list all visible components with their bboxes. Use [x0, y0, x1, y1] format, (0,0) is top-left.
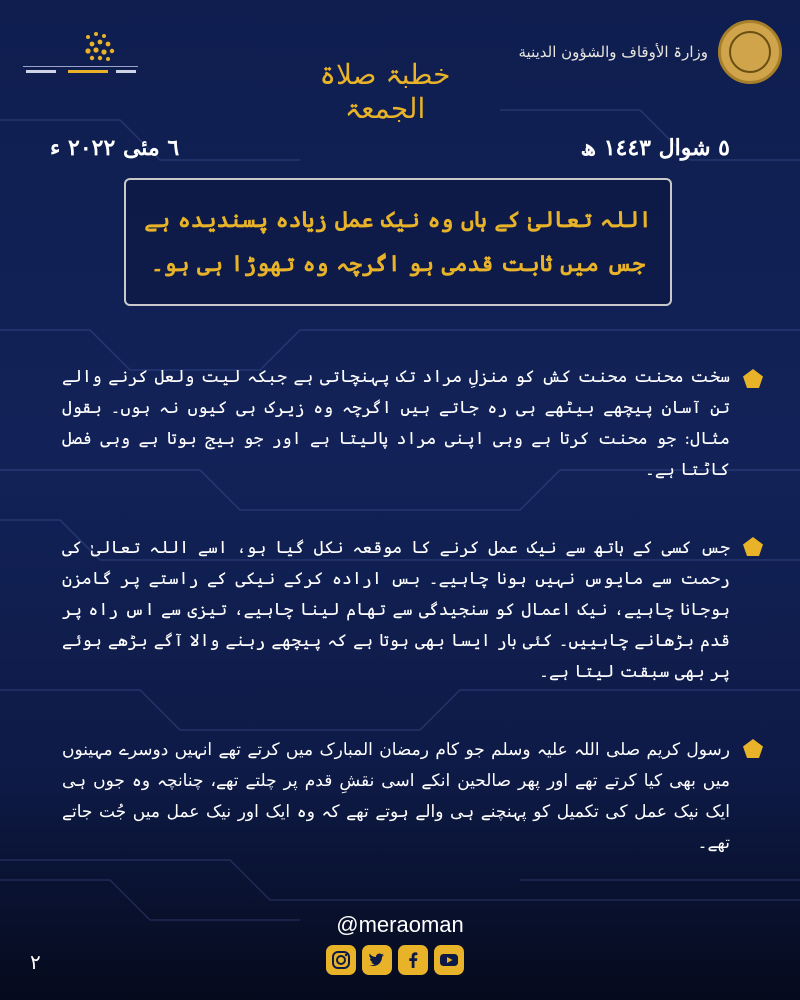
paragraph-2: جس کسی کے ہاتھ سے نیک عمل کرنے کا موقعہ نکل گیا ہو، اسے اللہ تعالیٰ کی رحمت سے مایوس نہیں ہونا چاہیے۔ بس ارادہ کرکے نیکی کے راستے پر گامزن ہوجانا چاہیے، نیک اعمال کو سنجیدگی سے تھام لینا چاہیے، تیزی سے اس راہ پر قدم بڑھانے چاہییں۔ کئی بار ایسا بھی ہوتا ہے کہ پیچھے رہنے والا آگے بڑھے ہوئے پر بھی سبقت لیتا ہے۔: [62, 538, 730, 682]
instagram-icon[interactable]: [326, 945, 356, 975]
youtube-icon[interactable]: [434, 945, 464, 975]
ministry-name: وزارۃ الأوقاف والشؤون الدينية: [518, 43, 708, 61]
pentagon-bullet-icon: [742, 738, 764, 760]
ministry-seal-icon: [718, 20, 782, 84]
ministry-header: [519, 20, 783, 84]
pentagon-bullet-icon: [742, 536, 764, 558]
page-number: ٢: [30, 950, 41, 974]
paragraph-1: سخت محنت محنت کش کو منزلِ مراد تک پہنچاتی ہے جبکہ لیت ولعل کرنے والے تن آسان پیچھے بیٹھے ہی رہ جاتے ہیں اگرچہ وہ زیرک ہی کیوں نہ ہوں۔ بقول مثال: جو محنت کرتا ہے وہی اپنی مراد پالیتا ہے اور جو بیج بوتا ہے وہی فصل کاٹتا ہے۔: [62, 367, 730, 480]
highlight-line-2: جس میں ثابت قدمی ہو اگرچہ وہ تھوڑا ہی ہو۔: [150, 251, 646, 277]
paragraph-3: رسول کریم صلی اللہ علیہ وسلم جو کام رمضان المبارک میں کرتے تھے انہیں دوسرے مہینوں میں بھی کیا کرتے تھے اور پھر صالحین انکے اسی نقشِ قدم پر چلتے تھے، چنانچہ وہ جوں ہی ایک نیک عمل کی تکمیل کو پہنچنے ہی والے ہوتے تھے کہ وہ ایک اور نیک عمل میں جُت جاتے تھے۔: [62, 740, 730, 853]
pentagon-bullet-icon: [742, 368, 764, 390]
highlight-line-1: اللہ تعالیٰ کے ہاں وہ نیک عمل زیادہ پسندیدہ ہے: [144, 207, 652, 233]
highlight-box: [124, 178, 672, 306]
mera-oman-logo: [18, 22, 143, 82]
date-gregorian: ٦ مئی ٢٠٢٢ ء: [50, 135, 180, 161]
date-hijri: ٥ شوال ١٤٤٣ ھ: [580, 135, 730, 161]
social-handle[interactable]: @meraoman: [336, 912, 464, 937]
khutba-title: خطبۃ صلاۃ الجمعۃ: [319, 58, 451, 125]
date-row: [50, 135, 730, 169]
social-icons: [326, 945, 464, 975]
facebook-icon[interactable]: [398, 945, 428, 975]
twitter-icon[interactable]: [362, 945, 392, 975]
